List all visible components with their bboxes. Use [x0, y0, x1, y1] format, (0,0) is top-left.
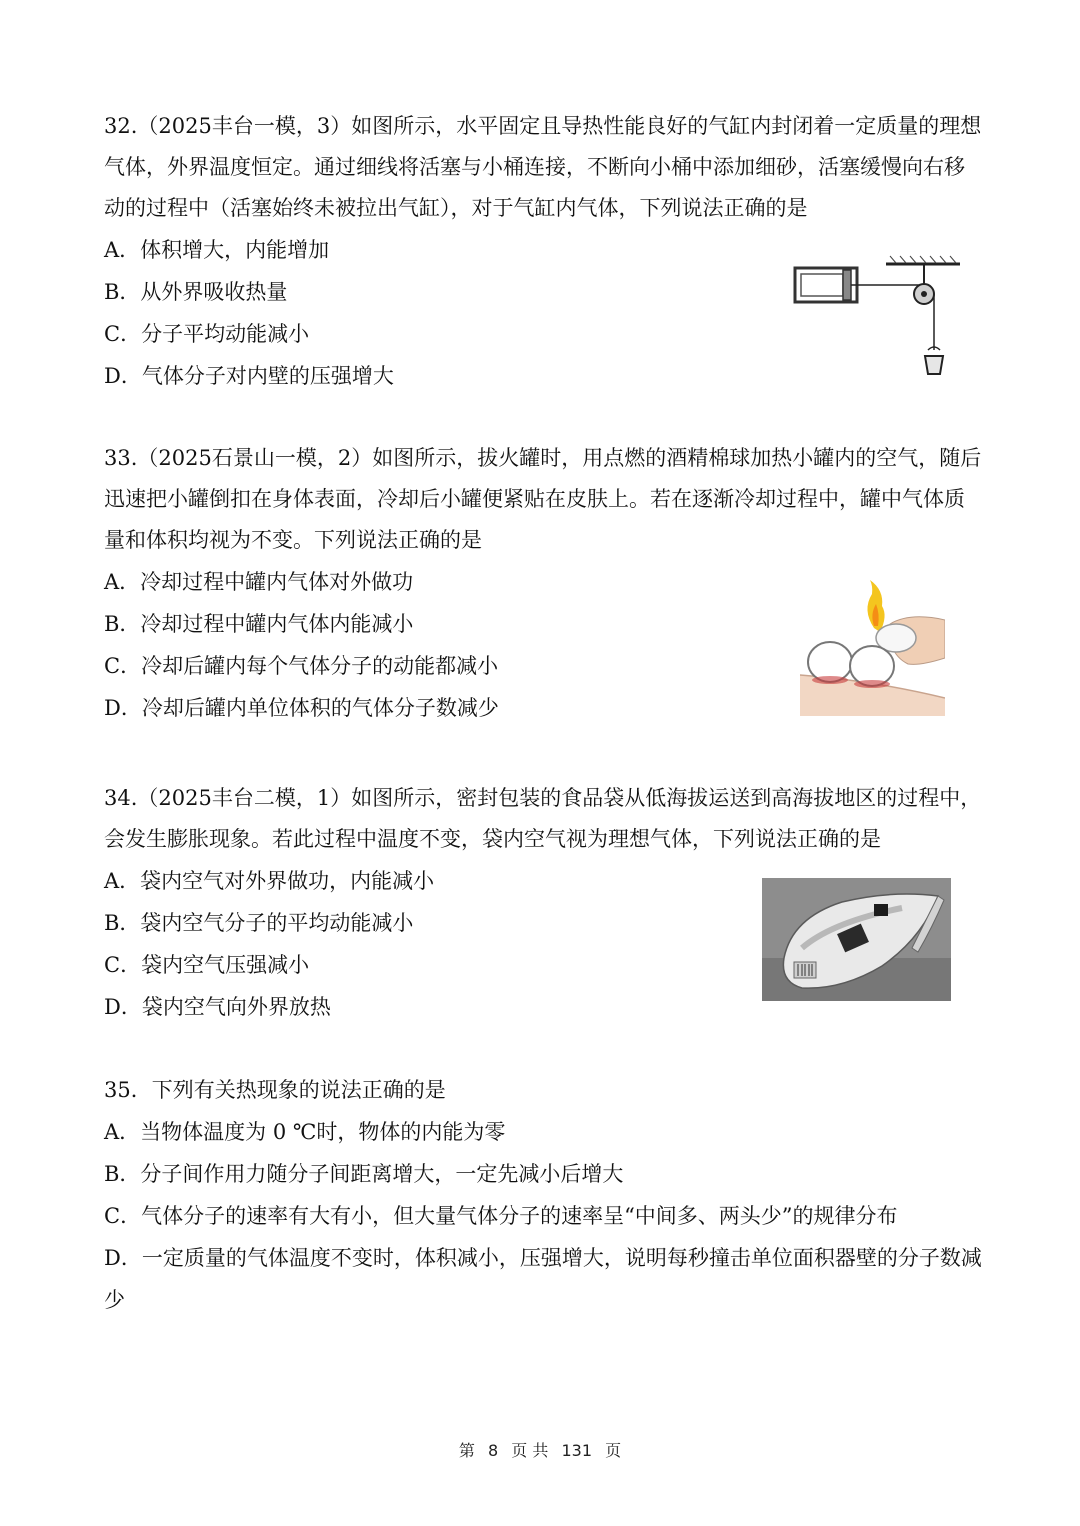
- option-c: C．气体分子的速率有大有小，但大量气体分子的速率呈“中间多、两头少”的规律分布: [104, 1204, 898, 1228]
- option-b: B．分子间作用力随分子间距离增大，一定先减小后增大: [104, 1162, 624, 1186]
- question-35: [104, 1070, 984, 1321]
- cupping-figure: [800, 580, 945, 716]
- option-c: C．分子平均动能减小: [104, 322, 310, 346]
- option-d: D．气体分子对内壁的压强增大: [104, 364, 394, 388]
- question-stem: 32.（2025丰台一模，3）如图所示，水平固定且导热性能良好的气缸内封闭着一定质量的理想气体，外界温度恒定。通过细线将活塞与小桶连接，不断向小桶中添加细砂，活塞缓慢向右移动的过程中（活塞始终未被拉出气缸），对于气缸内气体，下列说法正确的是: [104, 114, 982, 220]
- question-stem: 33.（2025石景山一模，2）如图所示，拔火罐时，用点燃的酒精棉球加热小罐内的空气，随后迅速把小罐倒扣在身体表面，冷却后小罐便紧贴在皮肤上。若在逐渐冷却过程中，罐中气体质量和体积均视为不变。下列说法正确的是: [104, 446, 982, 552]
- question-stem: 34.（2025丰台二模，1）如图所示，密封包装的食品袋从低海拔运送到高海拔地区的过程中，会发生膨胀现象。若此过程中温度不变，袋内空气视为理想气体，下列说法正确的是: [104, 786, 982, 851]
- option-d: D．袋内空气向外界放热: [104, 995, 331, 1019]
- footer-suffix: 页: [605, 1441, 622, 1460]
- page-footer: [0, 1438, 1080, 1461]
- option-b: B．袋内空气分子的平均动能减小: [104, 911, 414, 935]
- option-b: B．冷却过程中罐内气体内能减小: [104, 612, 414, 636]
- option-a: A．当物体温度为 0 ℃时，物体的内能为零: [104, 1120, 506, 1144]
- option-c: C．袋内空气压强减小: [104, 953, 310, 977]
- option-a: A．袋内空气对外界做功，内能减小: [104, 869, 435, 893]
- option-d: D．冷却后罐内单位体积的气体分子数减少: [104, 696, 499, 720]
- question-stem: 35．下列有关热现象的说法正确的是: [104, 1078, 446, 1102]
- option-d: D．一定质量的气体温度不变时，体积减小，压强增大，说明每秒撞击单位面积器壁的分子数减少: [104, 1246, 982, 1312]
- option-b: B．从外界吸收热量: [104, 280, 288, 304]
- option-a: A．体积增大，内能增加: [104, 238, 330, 262]
- option-a: A．冷却过程中罐内气体对外做功: [104, 570, 414, 594]
- page-number: 8: [487, 1441, 499, 1460]
- footer-prefix: 第: [458, 1441, 475, 1460]
- option-c: C．冷却后罐内每个气体分子的动能都减小: [104, 654, 499, 678]
- page-total: 131: [561, 1441, 592, 1460]
- footer-mid: 页 共: [511, 1441, 549, 1460]
- cylinder-pulley-figure: [790, 252, 962, 377]
- food-bag-photo: [762, 878, 951, 1001]
